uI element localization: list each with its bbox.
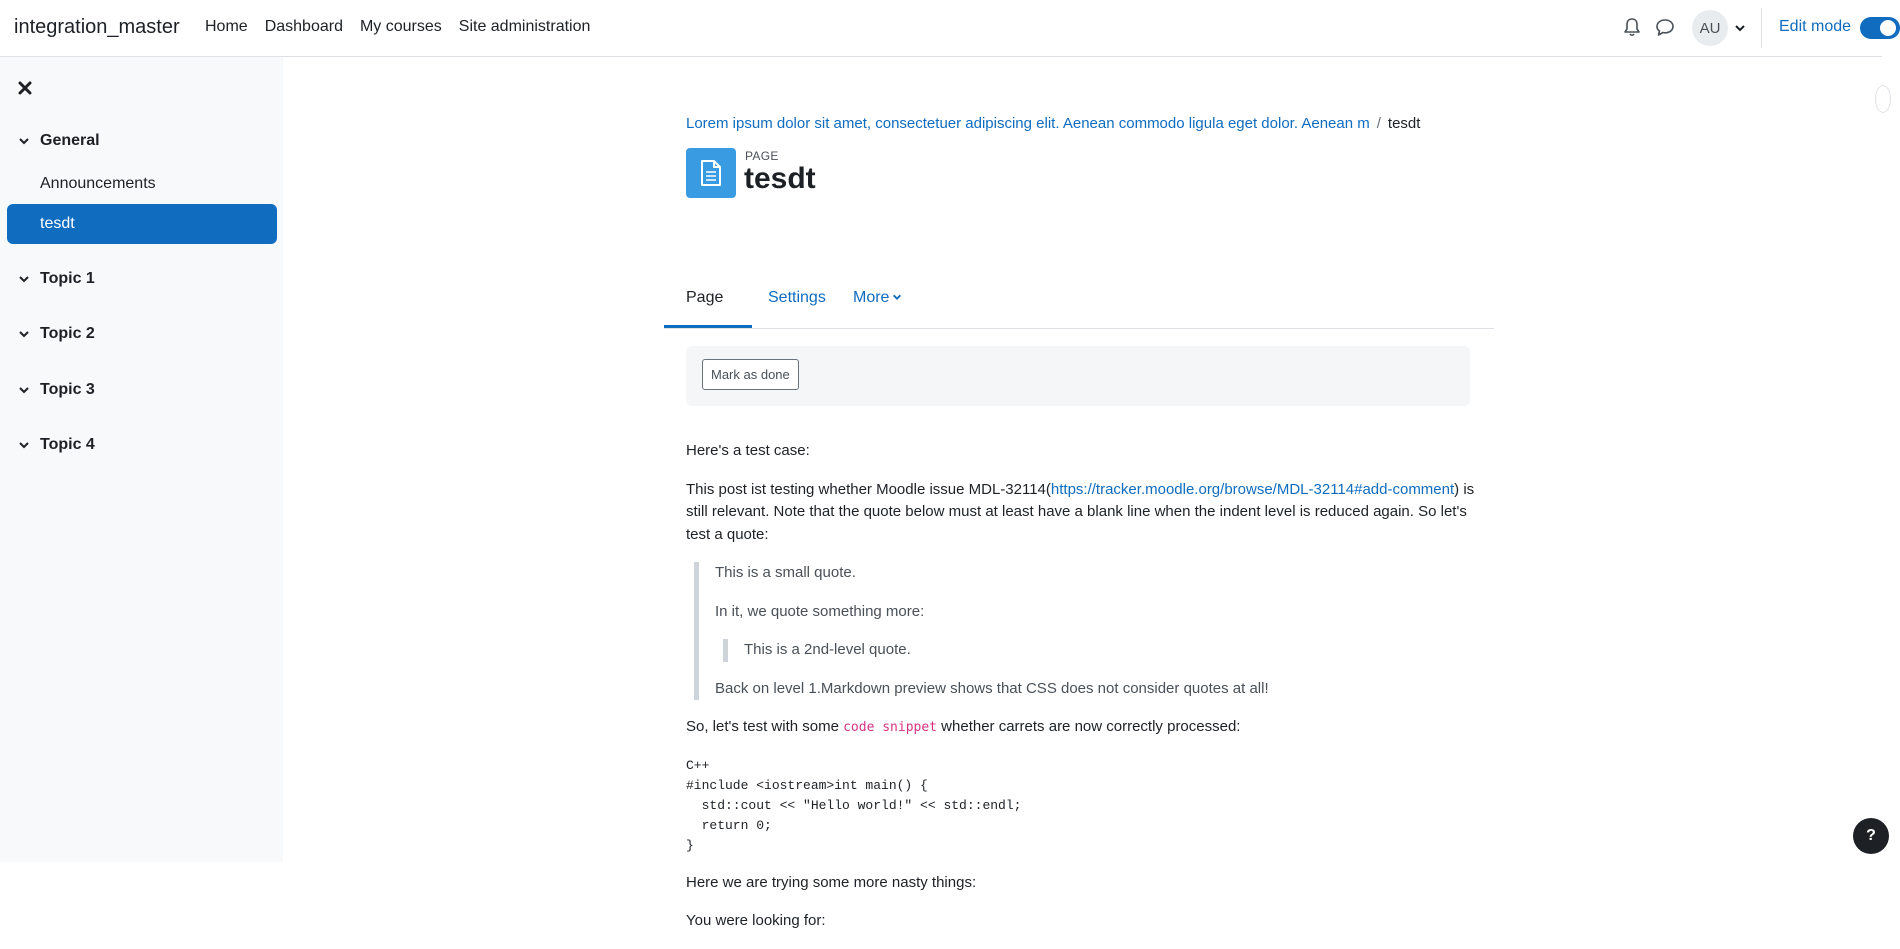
activity-type-label: PAGE: [745, 149, 779, 163]
content-paragraph: Here's a test case:: [686, 442, 810, 459]
help-button[interactable]: ?: [1853, 818, 1889, 854]
quote-paragraph: Back on level 1.Markdown preview shows that CSS does not consider quotes at all!: [715, 679, 1269, 697]
primary-navigation: [205, 18, 607, 36]
text-span: ) is still relevant. Note that the quote below must at least have a blank line when the indent level is reduced again. So let's test a quote:: [686, 480, 1475, 543]
drawer-toggle-handle[interactable]: [1875, 85, 1891, 113]
top-navbar: [0, 0, 1882, 57]
chevron-down-icon: [18, 439, 30, 451]
content-paragraph: [686, 479, 1476, 547]
tracker-link[interactable]: https://tracker.moodle.org/browse/MDL-32114#add-comment: [1050, 480, 1455, 498]
nav-dashboard[interactable]: Dashboard: [264, 18, 343, 35]
section-topic-3[interactable]: [18, 381, 95, 399]
chat-icon[interactable]: [1655, 18, 1675, 37]
section-label: Topic 2: [40, 325, 95, 342]
mark-as-done-button[interactable]: Mark as done: [702, 359, 799, 390]
breadcrumb-separator: /: [1376, 115, 1381, 132]
text-span: whether carrets are now correctly processed:: [937, 718, 1241, 735]
navbar-divider: [1761, 8, 1762, 48]
section-label: Topic 1: [40, 270, 95, 287]
close-icon[interactable]: [16, 79, 34, 97]
content-paragraph: You were looking for:: [686, 912, 826, 929]
tab-page[interactable]: Page: [686, 289, 724, 306]
breadcrumb-current: tesdt: [1387, 115, 1421, 132]
secondary-navigation: [664, 271, 1494, 329]
activity-completion: [686, 346, 1470, 406]
section-label: General: [40, 132, 100, 149]
blockquote: [694, 562, 1476, 700]
quote-paragraph: This is a small quote.: [715, 564, 856, 581]
page-icon: [686, 148, 736, 198]
nav-my-courses[interactable]: My courses: [359, 18, 442, 35]
drawer-item-label: Announcements: [40, 175, 156, 192]
chevron-down-icon[interactable]: [1734, 22, 1746, 34]
drawer-item-tesdt[interactable]: [7, 204, 277, 244]
course-index-drawer: [0, 57, 283, 862]
section-topic-4[interactable]: [18, 436, 95, 454]
chevron-down-icon: [18, 135, 30, 147]
quote-paragraph: This is a 2nd-level quote.: [744, 641, 911, 658]
tab-more-label: More: [853, 289, 890, 306]
page-title: tesdt: [744, 162, 816, 195]
nested-blockquote: [723, 639, 1476, 662]
edit-mode-label[interactable]: Edit mode: [1779, 18, 1852, 35]
tab-settings[interactable]: Settings: [768, 289, 826, 306]
chevron-down-icon: [18, 273, 30, 285]
text-span: This post ist testing whether Moodle issue MDL-32114(: [686, 480, 1051, 498]
section-label: Topic 4: [40, 436, 95, 453]
content-paragraph: Here we are trying some more nasty things:: [686, 873, 977, 891]
section-topic-1[interactable]: [18, 270, 95, 288]
site-brand[interactable]: integration_master: [14, 16, 180, 38]
breadcrumb: [686, 115, 1420, 132]
section-topic-2[interactable]: [18, 325, 95, 343]
content-paragraph: [686, 716, 1476, 740]
drawer-item-label: tesdt: [40, 215, 75, 232]
breadcrumb-course-link[interactable]: Lorem ipsum dolor sit amet, consectetuer adipiscing elit. Aenean commodo ligula eget dolor. Aenean m: [686, 115, 1370, 132]
quote-paragraph: In it, we quote something more:: [715, 602, 925, 620]
edit-mode-toggle[interactable]: [1860, 17, 1900, 39]
chevron-down-icon: [18, 384, 30, 396]
code-block: C++ #include <iostream>int main() { std::cout << "Hello world!" << std::endl; return 0; }: [686, 757, 1022, 853]
tab-more[interactable]: [853, 289, 902, 307]
nav-site-administration[interactable]: Site administration: [458, 18, 591, 35]
drawer-item-announcements[interactable]: [7, 164, 277, 204]
nav-home[interactable]: Home: [205, 18, 248, 35]
active-tab-indicator: [664, 325, 752, 328]
text-span: So, let's test with some: [686, 718, 844, 735]
inline-code: code snippet: [843, 720, 938, 735]
section-label: Topic 3: [40, 381, 95, 398]
user-avatar[interactable]: AU: [1692, 10, 1728, 46]
page-content: [686, 440, 1476, 949]
chevron-down-icon: [18, 328, 30, 340]
main-region: [283, 57, 1882, 929]
section-general[interactable]: [18, 132, 100, 150]
chevron-down-icon: [892, 292, 902, 302]
bell-icon[interactable]: [1623, 17, 1641, 37]
